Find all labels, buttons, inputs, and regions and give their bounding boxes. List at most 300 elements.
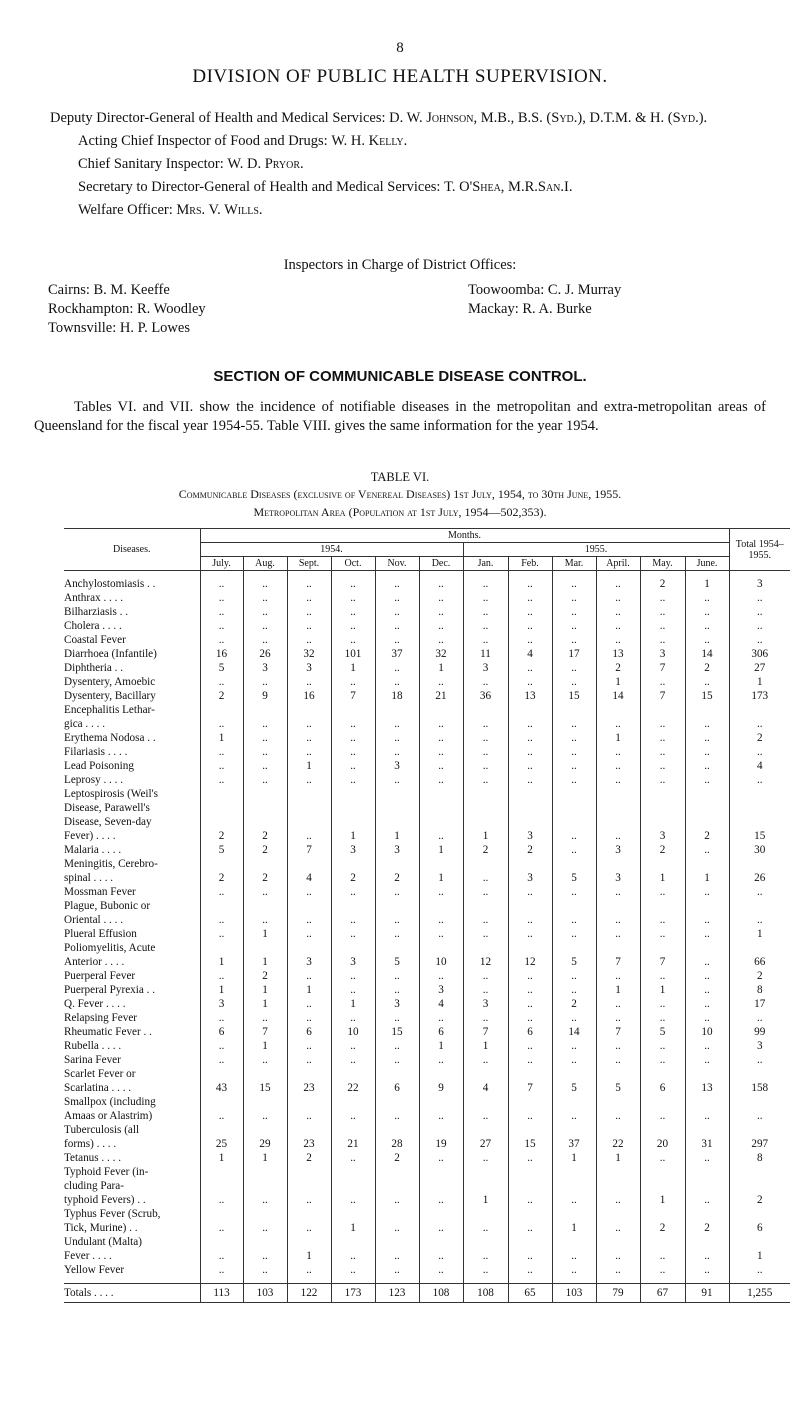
month-value: ..: [463, 619, 508, 633]
month-value: ..: [287, 591, 331, 605]
totals-label: Totals . . . .: [64, 1284, 200, 1303]
month-value: 3: [375, 843, 419, 857]
row-total: 30: [729, 843, 790, 857]
month-header: Sept.: [287, 557, 331, 571]
month-value: [331, 801, 375, 815]
month-value: 1: [200, 731, 243, 745]
table-row-continued: [64, 1067, 790, 1081]
month-value: 7: [596, 1025, 640, 1039]
disease-name: Yellow Fever: [64, 1263, 200, 1277]
row-total: ..: [729, 1011, 790, 1025]
month-value: ..: [463, 871, 508, 885]
totals-value: 108: [419, 1284, 463, 1303]
disease-name: Erythema Nodosa . .: [64, 731, 200, 745]
disease-name: Coastal Fever: [64, 633, 200, 647]
month-value: ..: [596, 619, 640, 633]
month-value: [685, 857, 729, 871]
table-row: [64, 731, 790, 745]
row-total: ..: [729, 605, 790, 619]
month-value: ..: [508, 997, 552, 1011]
row-total: 1: [729, 927, 790, 941]
table-row: [64, 605, 790, 619]
month-value: 2: [200, 689, 243, 703]
month-value: [640, 787, 685, 801]
month-value: 2: [331, 871, 375, 885]
month-value: [243, 1179, 287, 1193]
month-value: ..: [419, 577, 463, 591]
month-value: [200, 815, 243, 829]
month-value: 7: [287, 843, 331, 857]
month-value: ..: [243, 1249, 287, 1263]
month-value: ..: [200, 969, 243, 983]
month-value: [463, 801, 508, 815]
month-value: ..: [243, 633, 287, 647]
month-value: 1: [419, 843, 463, 857]
month-value: 28: [375, 1137, 419, 1151]
row-total: 306: [729, 647, 790, 661]
disease-name: Disease, Parawell's: [64, 801, 200, 815]
month-value: ..: [331, 1151, 375, 1165]
month-value: [287, 1123, 331, 1137]
month-value: 1: [243, 927, 287, 941]
month-value: [419, 941, 463, 955]
header-year-1955: 1955.: [463, 543, 729, 557]
month-value: 6: [287, 1025, 331, 1039]
month-value: ..: [685, 731, 729, 745]
month-value: ..: [200, 619, 243, 633]
month-value: [200, 703, 243, 717]
month-value: [596, 857, 640, 871]
disease-name: Scarlatina . . . .: [64, 1081, 200, 1095]
month-value: ..: [419, 717, 463, 731]
month-value: [508, 703, 552, 717]
month-value: ..: [552, 759, 596, 773]
month-value: 1: [640, 1193, 685, 1207]
month-value: ..: [508, 731, 552, 745]
month-value: ..: [200, 759, 243, 773]
table-row: [64, 1263, 790, 1277]
month-value: ..: [685, 1193, 729, 1207]
month-value: ..: [200, 885, 243, 899]
month-value: [243, 1123, 287, 1137]
table-row: [64, 1193, 790, 1207]
month-header: May.: [640, 557, 685, 571]
month-value: [685, 1235, 729, 1249]
month-value: 19: [419, 1137, 463, 1151]
inspector-left: Cairns: B. M. Keeffe: [48, 282, 170, 298]
disease-name: Fever) . . . .: [64, 829, 200, 843]
month-value: [287, 787, 331, 801]
month-value: 6: [375, 1081, 419, 1095]
disease-name: Plague, Bubonic or: [64, 899, 200, 913]
month-value: 26: [243, 647, 287, 661]
month-value: ..: [419, 731, 463, 745]
table-row-continued: [64, 801, 790, 815]
month-value: 1: [419, 1039, 463, 1053]
month-value: 101: [331, 647, 375, 661]
disease-table: [64, 528, 790, 1303]
month-value: ..: [375, 577, 419, 591]
month-value: ..: [508, 633, 552, 647]
month-value: [200, 1179, 243, 1193]
month-value: [287, 1165, 331, 1179]
month-value: ..: [552, 731, 596, 745]
month-value: [200, 899, 243, 913]
disease-name: forms) . . . .: [64, 1137, 200, 1151]
month-value: ..: [596, 591, 640, 605]
month-value: ..: [375, 913, 419, 927]
table-row: [64, 1053, 790, 1067]
month-value: 1: [200, 955, 243, 969]
month-value: 12: [508, 955, 552, 969]
table-row: [64, 1081, 790, 1095]
month-value: [463, 815, 508, 829]
month-value: [419, 1179, 463, 1193]
month-value: [200, 1235, 243, 1249]
month-value: ..: [596, 997, 640, 1011]
table-row: [64, 591, 790, 605]
month-value: 2: [685, 661, 729, 675]
month-value: [243, 815, 287, 829]
table-row-continued: [64, 1207, 790, 1221]
month-value: ..: [596, 759, 640, 773]
month-value: 43: [200, 1081, 243, 1095]
month-value: [419, 1067, 463, 1081]
month-value: ..: [552, 983, 596, 997]
month-value: 13: [508, 689, 552, 703]
month-value: ..: [331, 759, 375, 773]
row-total: 8: [729, 983, 790, 997]
month-value: ..: [640, 997, 685, 1011]
month-value: ..: [685, 717, 729, 731]
month-value: 10: [685, 1025, 729, 1039]
month-value: ..: [685, 1249, 729, 1263]
month-value: ..: [375, 927, 419, 941]
month-value: ..: [596, 577, 640, 591]
month-value: ..: [287, 773, 331, 787]
month-value: ..: [685, 1151, 729, 1165]
month-value: [331, 1179, 375, 1193]
month-value: [508, 787, 552, 801]
month-value: 2: [640, 843, 685, 857]
month-value: ..: [463, 1053, 508, 1067]
month-value: ..: [552, 577, 596, 591]
month-value: ..: [375, 983, 419, 997]
month-value: 7: [640, 955, 685, 969]
month-value: ..: [685, 997, 729, 1011]
table-row: [64, 689, 790, 703]
month-value: 3: [287, 955, 331, 969]
month-value: 1: [243, 997, 287, 1011]
month-value: [375, 857, 419, 871]
month-value: ..: [640, 1039, 685, 1053]
month-value: ..: [508, 1193, 552, 1207]
month-value: ..: [287, 927, 331, 941]
row-total: [729, 1235, 790, 1249]
month-value: ..: [331, 1109, 375, 1123]
month-value: ..: [463, 773, 508, 787]
month-value: ..: [463, 745, 508, 759]
month-value: ..: [552, 591, 596, 605]
row-total: 1: [729, 1249, 790, 1263]
row-total: [729, 899, 790, 913]
month-value: [508, 941, 552, 955]
month-value: [552, 703, 596, 717]
month-value: [640, 1095, 685, 1109]
totals-value: 122: [287, 1284, 331, 1303]
month-value: [685, 815, 729, 829]
row-total: [729, 787, 790, 801]
month-value: ..: [243, 577, 287, 591]
month-value: 2: [508, 843, 552, 857]
month-value: ..: [640, 759, 685, 773]
month-value: ..: [463, 1221, 508, 1235]
month-value: ..: [287, 1193, 331, 1207]
month-value: [287, 815, 331, 829]
staff-entry: [50, 154, 770, 174]
month-value: 20: [640, 1137, 685, 1151]
month-value: 5: [200, 843, 243, 857]
month-value: 27: [463, 1137, 508, 1151]
month-value: 3: [640, 647, 685, 661]
month-value: ..: [331, 1011, 375, 1025]
month-value: ..: [552, 969, 596, 983]
month-value: 3: [596, 871, 640, 885]
disease-name: Poliomyelitis, Acute: [64, 941, 200, 955]
month-value: [640, 1179, 685, 1193]
month-value: ..: [596, 829, 640, 843]
month-value: ..: [419, 913, 463, 927]
table-subcaption: Metropolitan Area (Population at 1st July, 1954—502,353).: [253, 505, 547, 519]
month-value: 4: [463, 1081, 508, 1095]
month-value: [419, 1165, 463, 1179]
month-value: ..: [552, 1263, 596, 1277]
disease-name: Amaas or Alastrim): [64, 1109, 200, 1123]
month-value: [508, 1095, 552, 1109]
table-label: TABLE VI.: [370, 470, 430, 484]
month-value: ..: [419, 1221, 463, 1235]
month-value: 23: [287, 1081, 331, 1095]
table-row-continued: [64, 1095, 790, 1109]
month-value: ..: [200, 1039, 243, 1053]
disease-name: Leprosy . . . .: [64, 773, 200, 787]
month-value: ..: [596, 1109, 640, 1123]
month-header: Oct.: [331, 557, 375, 571]
month-value: ..: [685, 675, 729, 689]
month-value: ..: [640, 927, 685, 941]
month-value: ..: [287, 577, 331, 591]
month-value: 5: [375, 955, 419, 969]
row-total: 1: [729, 675, 790, 689]
month-value: 2: [243, 871, 287, 885]
month-value: 2: [200, 871, 243, 885]
table-row: [64, 1137, 790, 1151]
month-value: 15: [552, 689, 596, 703]
disease-name: Sarina Fever: [64, 1053, 200, 1067]
month-value: ..: [552, 745, 596, 759]
month-value: 18: [375, 689, 419, 703]
month-value: 1: [463, 829, 508, 843]
month-value: ..: [552, 675, 596, 689]
section-title: SECTION OF COMMUNICABLE DISEASE CONTROL.: [213, 368, 587, 385]
month-value: ..: [596, 1263, 640, 1277]
table-row: [64, 633, 790, 647]
month-value: ..: [331, 633, 375, 647]
month-value: 1: [640, 983, 685, 997]
table-row: [64, 1221, 790, 1235]
inspectors-title: Inspectors in Charge of District Offices:: [283, 257, 517, 273]
month-value: ..: [200, 1249, 243, 1263]
month-value: 2: [375, 1151, 419, 1165]
month-value: [596, 1179, 640, 1193]
month-value: [508, 801, 552, 815]
month-value: [640, 815, 685, 829]
month-value: ..: [287, 619, 331, 633]
grand-total: 1,255: [729, 1284, 790, 1303]
staff-role: Deputy Director-General of Health and Medical Services:: [50, 110, 386, 126]
month-value: 3: [640, 829, 685, 843]
month-value: ..: [375, 731, 419, 745]
month-value: [640, 703, 685, 717]
month-value: ..: [596, 1221, 640, 1235]
month-value: ..: [552, 843, 596, 857]
month-value: 1: [331, 997, 375, 1011]
table-row: [64, 1109, 790, 1123]
month-value: ..: [287, 1221, 331, 1235]
month-value: ..: [419, 1011, 463, 1025]
month-value: ..: [596, 745, 640, 759]
month-value: [331, 1095, 375, 1109]
month-value: ..: [552, 661, 596, 675]
month-value: ..: [552, 633, 596, 647]
totals-value: 173: [331, 1284, 375, 1303]
month-value: 2: [640, 1221, 685, 1235]
month-value: ..: [640, 633, 685, 647]
month-value: [200, 787, 243, 801]
month-value: ..: [552, 913, 596, 927]
row-total: 2: [729, 1193, 790, 1207]
month-value: ..: [375, 1263, 419, 1277]
month-value: [685, 899, 729, 913]
table-row-continued: [64, 1179, 790, 1193]
month-value: 2: [640, 577, 685, 591]
month-value: 2: [463, 843, 508, 857]
month-value: ..: [463, 1151, 508, 1165]
month-value: ..: [419, 927, 463, 941]
table-row: [64, 675, 790, 689]
month-value: 5: [640, 1025, 685, 1039]
month-value: ..: [508, 1011, 552, 1025]
month-value: ..: [375, 1053, 419, 1067]
month-value: [243, 1207, 287, 1221]
month-value: [463, 703, 508, 717]
month-value: ..: [243, 885, 287, 899]
month-value: 2: [375, 871, 419, 885]
month-value: ..: [640, 591, 685, 605]
month-value: 37: [375, 647, 419, 661]
month-value: ..: [375, 1249, 419, 1263]
month-value: 1: [287, 759, 331, 773]
month-value: ..: [419, 829, 463, 843]
table-row: [64, 955, 790, 969]
month-value: 5: [200, 661, 243, 675]
table-row: [64, 759, 790, 773]
header-diseases: Diseases.: [64, 529, 200, 571]
totals-value: 91: [685, 1284, 729, 1303]
month-value: 2: [243, 969, 287, 983]
month-value: 1: [463, 1193, 508, 1207]
month-value: [596, 1165, 640, 1179]
month-value: 7: [243, 1025, 287, 1039]
table-row-continued: [64, 899, 790, 913]
month-value: [419, 801, 463, 815]
month-value: 5: [552, 1081, 596, 1095]
month-value: ..: [508, 591, 552, 605]
month-value: ..: [331, 927, 375, 941]
table-row: [64, 983, 790, 997]
month-value: [552, 1235, 596, 1249]
month-value: ..: [640, 717, 685, 731]
month-value: [287, 1207, 331, 1221]
month-value: 3: [463, 661, 508, 675]
row-total: ..: [729, 773, 790, 787]
month-value: 5: [552, 871, 596, 885]
table-caption: Communicable Diseases (exclusive of Venereal Diseases) 1st July, 1954, to 30th June, 1955.: [178, 487, 622, 501]
month-value: [463, 899, 508, 913]
month-value: [685, 1179, 729, 1193]
month-value: ..: [685, 745, 729, 759]
month-value: [243, 1095, 287, 1109]
month-value: 3: [331, 843, 375, 857]
month-value: 15: [508, 1137, 552, 1151]
table-row: [64, 1039, 790, 1053]
month-value: [508, 1067, 552, 1081]
month-value: ..: [552, 773, 596, 787]
staff-role: Secretary to Director-General of Health and Medical Services:: [78, 179, 441, 195]
month-value: ..: [596, 1193, 640, 1207]
month-value: ..: [287, 1263, 331, 1277]
month-value: [375, 815, 419, 829]
month-value: ..: [685, 913, 729, 927]
month-value: 1: [419, 871, 463, 885]
row-total: ..: [729, 1263, 790, 1277]
month-value: 31: [685, 1137, 729, 1151]
month-value: [200, 941, 243, 955]
month-value: ..: [331, 731, 375, 745]
disease-name: Fever . . . .: [64, 1249, 200, 1263]
month-value: ..: [640, 745, 685, 759]
month-value: [463, 1095, 508, 1109]
month-value: [596, 941, 640, 955]
month-value: ..: [640, 913, 685, 927]
month-value: [419, 899, 463, 913]
month-value: [375, 1179, 419, 1193]
month-value: [419, 1095, 463, 1109]
month-value: 1: [243, 955, 287, 969]
month-value: [463, 857, 508, 871]
month-value: ..: [508, 927, 552, 941]
table-row: [64, 647, 790, 661]
month-value: ..: [331, 1249, 375, 1263]
month-value: [552, 1165, 596, 1179]
month-value: [375, 899, 419, 913]
row-total: ..: [729, 717, 790, 731]
table-row: [64, 661, 790, 675]
month-value: 3: [508, 871, 552, 885]
table-row: [64, 1025, 790, 1039]
month-value: ..: [375, 773, 419, 787]
month-value: [552, 787, 596, 801]
